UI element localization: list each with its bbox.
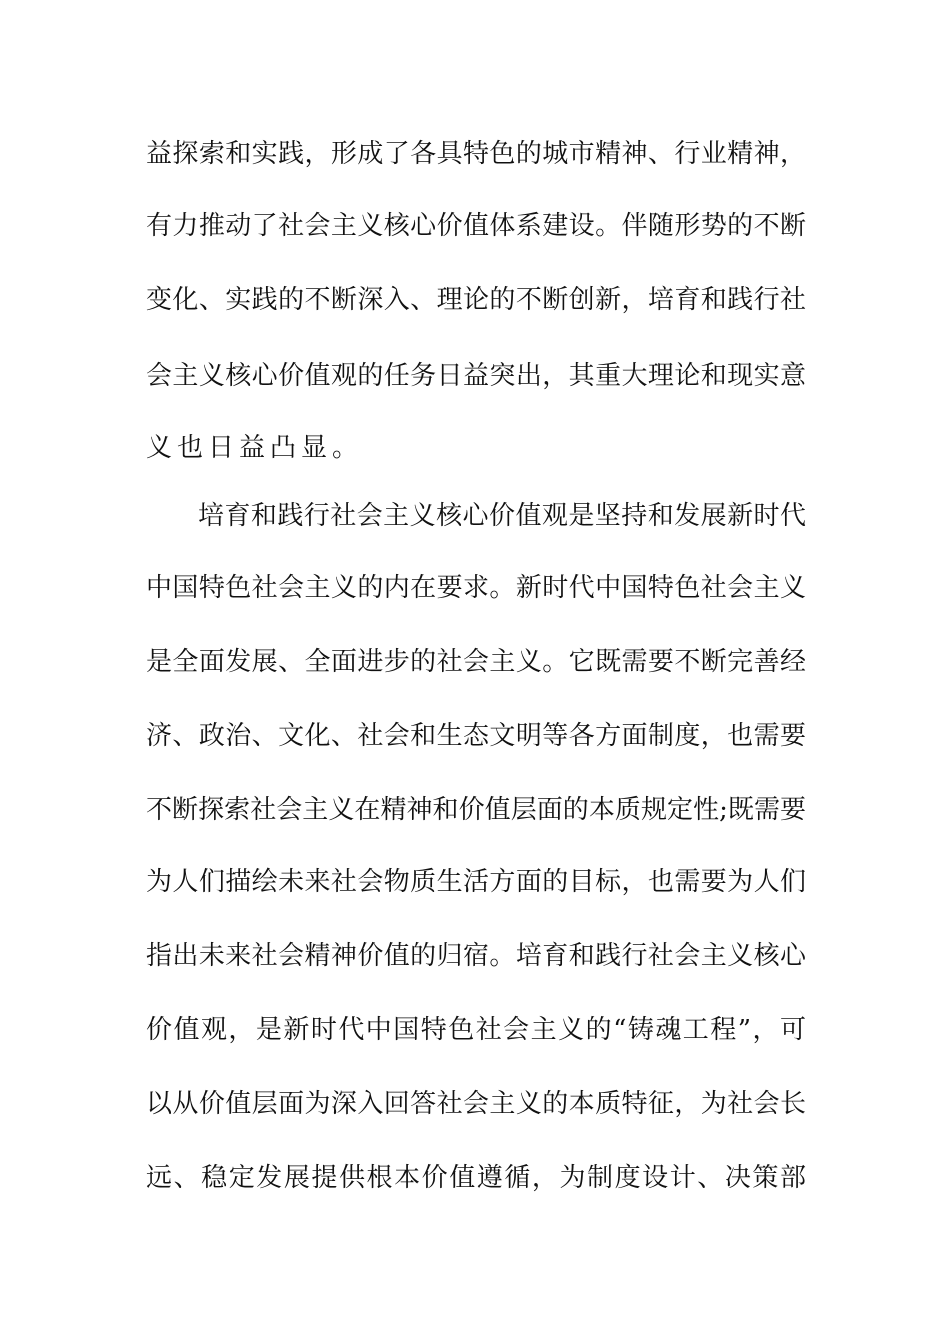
text-line: 为人们描绘未来社会物质生活方面的目标，也需要为人们	[146, 867, 807, 897]
paragraph-first-line: 培育和践行社会主义核心价值观是坚持和发展新时代	[198, 501, 807, 531]
text-line: 会主义核心价值观的任务日益突出，其重大理论和现实意	[146, 361, 807, 391]
text-line: 价值观，是新时代中国特色社会主义的“铸魂工程”，可	[146, 1015, 808, 1045]
text-line: 义也日益凸显。	[146, 433, 364, 463]
text-line: 指出未来社会精神价值的归宿。培育和践行社会主义核心	[146, 941, 807, 971]
text-line: 远、稳定发展提供根本价值遵循，为制度设计、决策部	[146, 1163, 808, 1193]
text-line: 以从价值层面为深入回答社会主义的本质特征，为社会长	[146, 1089, 807, 1119]
text-line: 中国特色社会主义的内在要求。新时代中国特色社会主义	[146, 573, 807, 603]
text-line: 不断探索社会主义在精神和价值层面的本质规定性;既需要	[146, 795, 807, 825]
text-line: 变化、实践的不断深入、理论的不断创新，培育和践行社	[146, 285, 807, 315]
text-line: 有力推动了社会主义核心价值体系建设。伴随形势的不断	[146, 211, 807, 241]
text-line: 是全面发展、全面进步的社会主义。它既需要不断完善经	[146, 647, 807, 677]
text-line: 益探索和实践，形成了各具特色的城市精神、行业精神，	[146, 139, 807, 169]
text-line: 济、政治、文化、社会和生态文明等各方面制度，也需要	[146, 721, 807, 751]
